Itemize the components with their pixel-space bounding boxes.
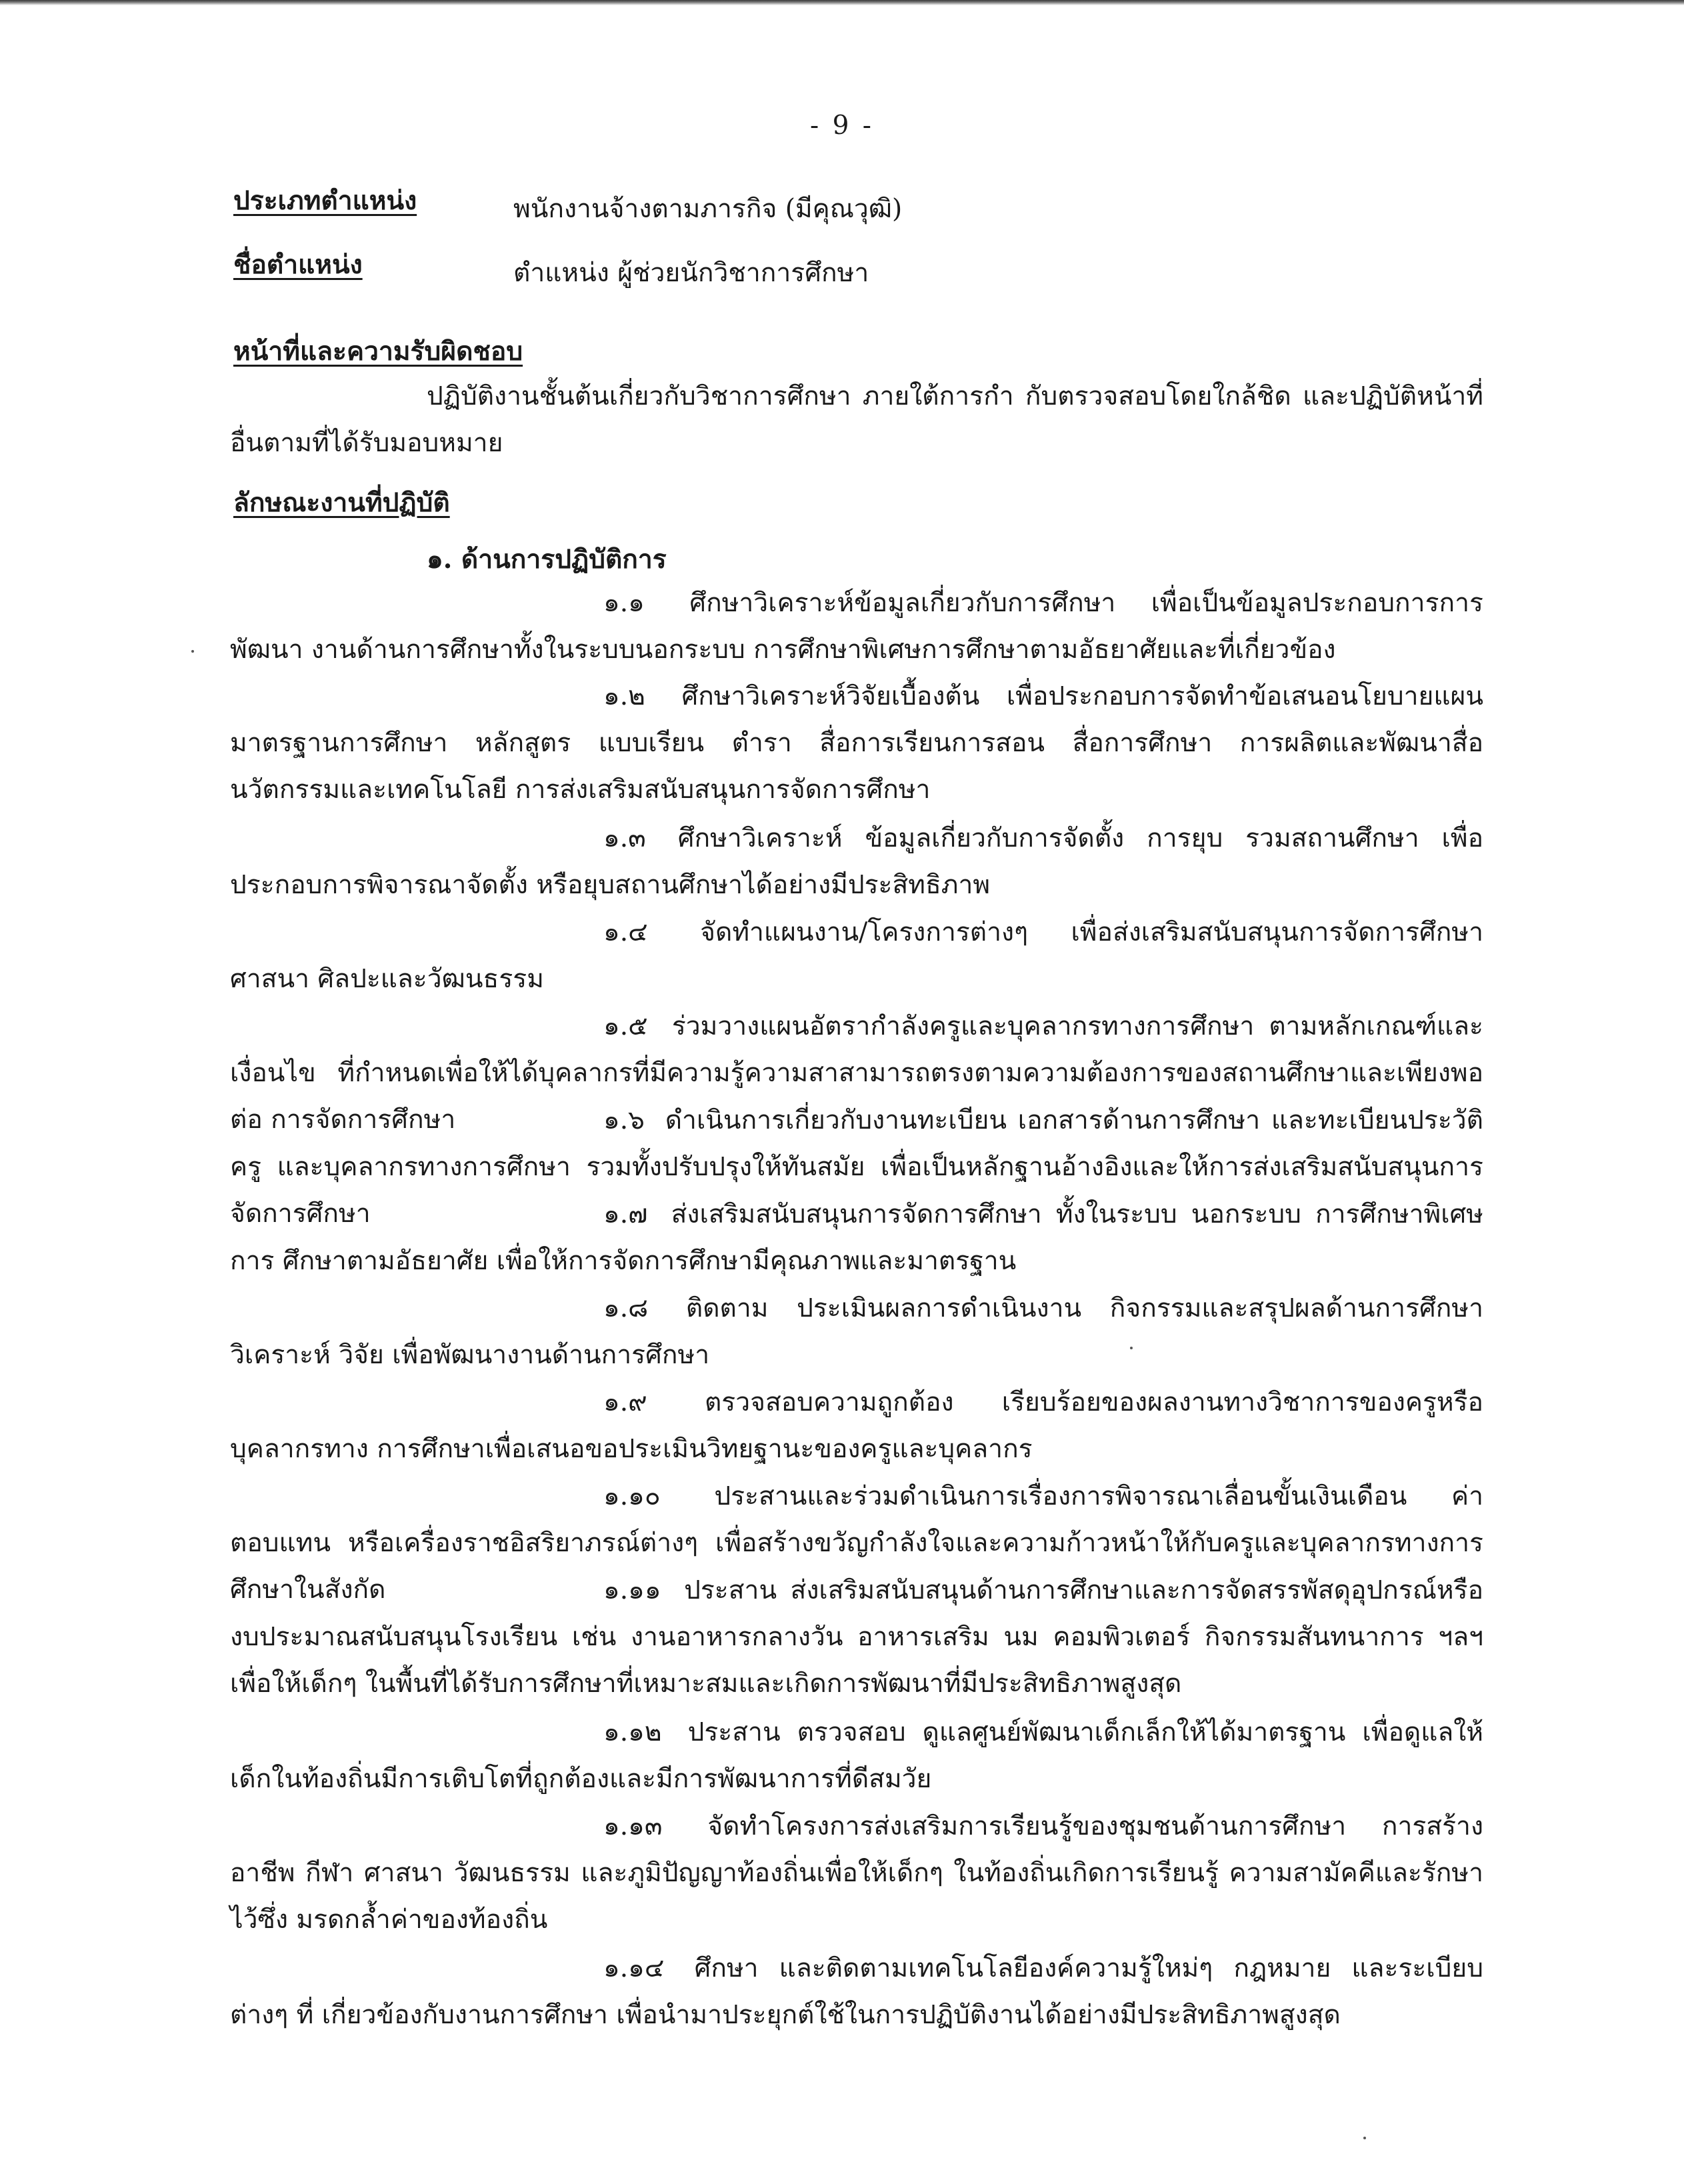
position-name-label: ชื่อตำแหน่ง [233, 249, 363, 280]
item-number: ๑.๑๐ [603, 1481, 661, 1511]
item-text: ประสาน ส่งเสริมสนับสนุนด้านการศึกษาและการจัดสรรพัสดุอุปกรณ์หรือ งบประมาณสนับสนุนโรงเรียน เช่น งานอาหารกลางวัน อาหารเสริม นม คอมพิวเตอร์ กิจกรรมสันทนาการ ฯลฯ เพื่อให้เด็กๆ ในพื้นที่ได้รับการศึกษาที่เหมาะสมและเกิดการพัฒนาที่มีประสิทธิภาพสูงสุด [230, 1575, 1483, 1699]
item-text: ประสาน ตรวจสอบ ดูแลศูนย์พัฒนาเด็กเล็กให้ได้มาตรฐาน เพื่อดูแลให้เด็กในท้องถิ่นมีการเติบโตที่ถูกต้องและมีการพัฒนาการที่ดีสมวัย [230, 1717, 1483, 1794]
item-number: ๑.๓ [603, 823, 646, 853]
position-type-value: พนักงานจ้างตามภารกิจ (มีคุณวุฒิ) [513, 194, 903, 224]
item-text: ศึกษา และติดตามเทคโนโลยีองค์ความรู้ใหม่ๆ กฎหมาย และระเบียบต่างๆ ที่ เกี่ยวข้องกับงานการศึกษา เพื่อนำมาประยุกต์ใช้ในการปฏิบัติงานได้อย่างมีประสิทธิภาพสูงสุด [230, 1953, 1483, 2030]
item-text: ศึกษาวิเคราะห์วิจัยเบื้องต้น เพื่อประกอบการจัดทำข้อเสนอนโยบายแผน มาตรฐานการศึกษา หลักสูตร แบบเรียน ตำรา สื่อการเรียนการสอน สื่อการศึกษา การผลิตและพัฒนาสื่อ นวัตกรรมและเทคโนโลยี การส่งเสริมสนับสนุนการจัดการศึกษา [230, 681, 1483, 805]
scan-speck [1130, 1347, 1133, 1349]
item-text: จัดทำแผนงาน/โครงการต่างๆ เพื่อส่งเสริมสนับสนุนการจัดการศึกษา ศาสนา ศิลปะและวัฒนธรรม [230, 917, 1483, 994]
list-item [230, 1803, 1483, 1943]
item-text: ติดตาม ประเมินผลการดำเนินงาน กิจกรรมและสรุปผลด้านการศึกษา วิเคราะห์ วิจัย เพื่อพัฒนางานด้านการศึกษา [230, 1293, 1483, 1370]
page-number: - 9 - [810, 111, 874, 141]
list-item [230, 909, 1483, 1003]
duties-heading: หน้าที่และความรับผิดชอบ [233, 336, 523, 367]
list-item [230, 815, 1483, 909]
list-item [230, 580, 1483, 673]
list-item [230, 1191, 1483, 1285]
item-number: ๑.๑ [603, 588, 645, 618]
item-number: ๑.๙ [603, 1387, 647, 1417]
item-number: ๑.๑๓ [603, 1811, 663, 1841]
list-item [230, 1285, 1483, 1379]
item-text: ศึกษาวิเคราะห์ข้อมูลเกี่ยวกับการศึกษา เพื่อเป็นข้อมูลประกอบการการพัฒนา งานด้านการศึกษาทั้งในระบบนอกระบบ การศึกษาพิเศษการศึกษาตามอัธยาศัยและที่เกี่ยวข้อง [230, 588, 1483, 665]
item-number: ๑.๑๑ [603, 1575, 661, 1605]
item-number: ๑.๖ [603, 1105, 645, 1135]
item-text: ส่งเสริมสนับสนุนการจัดการศึกษา ทั้งในระบบ นอกระบบ การศึกษาพิเศษการ ศึกษาตามอัธยาศัย เพื่อให้การจัดการศึกษามีคุณภาพและมาตรฐาน [230, 1199, 1483, 1276]
list-item [230, 1945, 1483, 2039]
position-type-label: ประเภทตำแหน่ง [233, 185, 417, 216]
item-text: ร่วมวางแผนอัตรากำลังครูและบุคลากรทางการศึกษา ตามหลักเกณฑ์และเงื่อนไข ที่กำหนดเพื่อให้ได้บุคลากรที่มีความรู้ความสาสามารถตรงตามความต้องการของสถานศึกษาและเพียงพอต่อ การจัดการศึกษา [230, 1011, 1483, 1135]
item-text: ตรวจสอบความถูกต้อง เรียบร้อยของผลงานทางวิชาการของครูหรือบุคลากรทาง การศึกษาเพื่อเสนอขอประเมินวิทยฐานะของครูและบุคลากร [230, 1387, 1483, 1464]
section-1-title: ๑. ด้านการปฏิบัติการ [427, 544, 667, 575]
item-number: ๑.๕ [603, 1011, 648, 1041]
item-number: ๑.๒ [603, 681, 645, 711]
list-item [230, 673, 1483, 813]
list-item [230, 1709, 1483, 1803]
item-number: ๑.๑๒ [603, 1717, 662, 1747]
list-item [230, 1379, 1483, 1473]
item-text: ศึกษาวิเคราะห์ ข้อมูลเกี่ยวกับการจัดตั้ง การยุบ รวมสถานศึกษา เพื่อประกอบการพิจารณาจัดตั้ง หรือยุบสถานศึกษาได้อย่างมีประสิทธิภาพ [230, 823, 1483, 900]
position-name-value: ตำแหน่ง ผู้ช่วยนักวิชาการศึกษา [513, 258, 869, 288]
list-item [230, 1567, 1483, 1707]
item-text: ประสานและร่วมดำเนินการเรื่องการพิจารณาเลื่อนขั้นเงินเดือน ค่าตอบแทน หรือเครื่องราชอิสริยาภรณ์ต่างๆ เพื่อสร้างขวัญกำลังใจและความก้าวหน้าให้กับครูและบุคลากรทางการศึกษาในสังกัด [230, 1481, 1483, 1605]
scan-speck [191, 650, 194, 653]
duties-paragraph: ปฏิบัติงานชั้นต้นเกี่ยวกับวิชาการศึกษา ภายใต้การกำ กับตรวจสอบโดยใกล้ชิด และปฏิบัติหน้าที่อื่นตามที่ได้รับมอบหมาย [230, 381, 1483, 458]
item-number: ๑.๗ [603, 1199, 648, 1229]
item-number: ๑.๔ [603, 917, 648, 947]
item-text: ดำเนินการเกี่ยวกับงานทะเบียน เอกสารด้านการศึกษา และทะเบียนประวัติครู และบุคลากรทางการศึกษา รวมทั้งปรับปรุงให้ทันสมัย เพื่อเป็นหลักฐานอ้างอิงและให้การส่งเสริมสนับสนุนการจัดการศึกษา [230, 1105, 1483, 1229]
item-number: ๑.๑๔ [603, 1953, 665, 1983]
item-number: ๑.๘ [603, 1293, 649, 1323]
work-heading: ลักษณะงานที่ปฏิบัติ [233, 487, 450, 518]
item-text: จัดทำโครงการส่งเสริมการเรียนรู้ของชุมชนด้านการศึกษา การสร้างอาชีพ กีฬา ศาสนา วัฒนธรรม และภูมิปัญญาท้องถิ่นเพื่อให้เด็กๆ ในท้องถิ่นเกิดการเรียนรู้ ความสามัคคีและรักษาไว้ซึ่ง มรดกล้ำค่าของท้องถิ่น [230, 1811, 1483, 1935]
scan-speck [1363, 2137, 1366, 2139]
scan-edge [0, 0, 1684, 5]
